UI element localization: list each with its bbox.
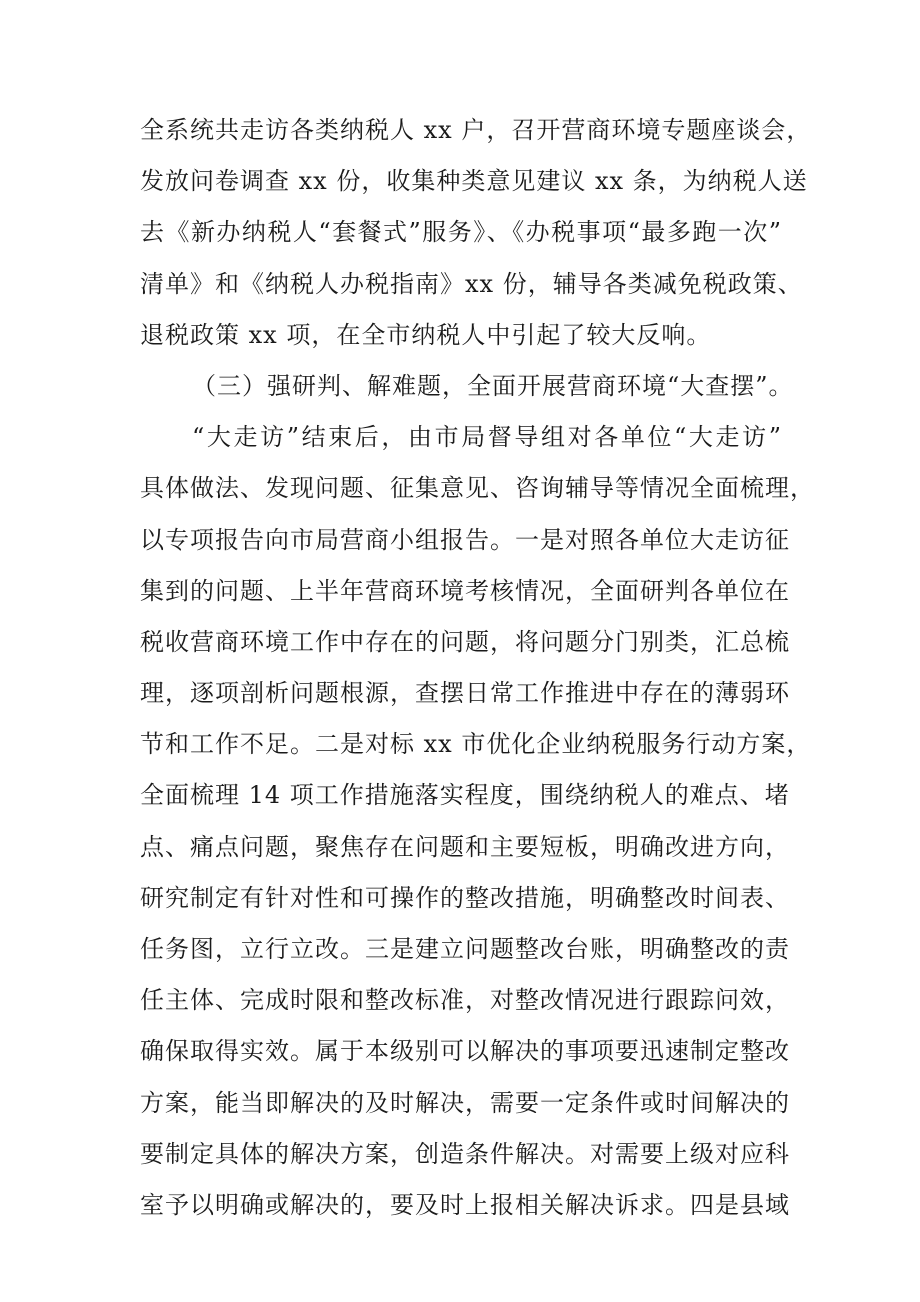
paragraph-3-line-15: 要制定具体的解决方案，创造条件解决。对需要上级对应科 [140,1139,790,1168]
paragraph-3-line-10: 研究制定有针对性和可操作的整改措施，明确整改时间表、 [140,883,790,912]
paragraph-1-line-5: 退税政策 xx 项，在全市纳税人中引起了较大反响。 [140,320,712,349]
paragraph-1-line-4: 清单》和《纳税人办税指南》xx 份，辅导各类减免税政策、 [140,269,803,298]
paragraph-3-line-9: 点、痛点问题，聚焦存在问题和主要短板，明确改进方向， [140,832,790,861]
paragraph-1-line-1: 全系统共走访各类纳税人 xx 户，召开营商环境专题座谈会， [140,116,812,144]
paragraph-3-line-5: 税收营商环境工作中存在的问题，将问题分门别类，汇总梳 [140,627,790,656]
paragraph-3-line-4: 集到的问题、上半年营商环境考核情况，全面研判各单位在 [140,576,790,605]
paragraph-3-line-8: 全面梳理 14 项工作措施落实程度，围绕纳税人的难点、堵 [140,781,790,810]
paragraph-3-line-7: 节和工作不足。二是对标 xx 市优化企业纳税服务行动方案， [140,730,812,759]
body-text [140,105,815,1231]
section-heading: （三）强研判、解难题，全面开展营商环境“大查摆”。 [192,371,794,400]
paragraph-3-line-12: 任主体、完成时限和整改标准，对整改情况进行跟踪问效， [140,986,790,1015]
paragraph-3-line-13: 确保取得实效。属于本级别可以解决的事项要迅速制定整改 [140,1037,790,1066]
paragraph-3-line-6: 理，逐项剖析问题根源，查摆日常工作推进中存在的薄弱环 [140,679,790,708]
paragraph-1-line-2: 发放问卷调查 xx 份，收集种类意见建议 xx 条，为纳税人送 [140,167,808,196]
paragraph-3-line-11: 任务图，立行立改。三是建立问题整改台账，明确整改的责 [140,935,790,963]
paragraph-3-line-3: 以专项报告向市局营商小组报告。一是对照各单位大走访征 [140,525,790,554]
paragraph-1-line-3: 去《新办纳税人“套餐式”服务》、《办税事项“最多跑一次” [140,218,782,247]
paragraph-3-line-2: 具体做法、发现问题、征集意见、咨询辅导等情况全面梳理， [140,474,815,503]
paragraph-3-line-16: 室予以明确或解决的，要及时上报相关解决诉求。四是县域 [140,1190,790,1219]
paragraph-3-line-14: 方案，能当即解决的及时解决，需要一定条件或时间解决的 [140,1088,790,1117]
paragraph-3-line-1: “大走访”结束后，由市局督导组对各单位“大走访” [192,423,782,452]
